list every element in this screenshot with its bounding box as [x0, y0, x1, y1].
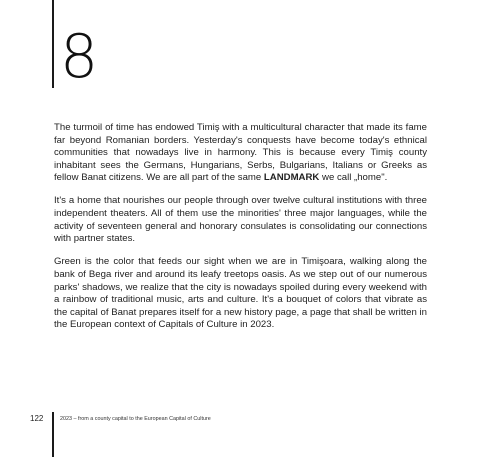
- running-footer-title: 2023 – from a county capital to the European Capital of Culture: [60, 416, 211, 422]
- vertical-rule-bottom: [52, 412, 54, 457]
- section-number: 8: [60, 22, 99, 92]
- paragraph-2: It's a home that nourishes our people through over twelve cultural institutions with three independent theaters. All of them use the minorities' three major languages, while the activity of seventeen general and honorary consulates is consolidating our connections with partner states.: [54, 195, 427, 245]
- vertical-rule-top: [52, 0, 54, 88]
- page-number: 122: [30, 414, 44, 423]
- paragraph-1: [54, 122, 427, 185]
- body-text: [54, 122, 427, 342]
- paragraph-1-text-after: we call „home".: [319, 172, 388, 184]
- landmark-bold-text: LANDMARK: [263, 172, 320, 184]
- paragraph-1-text-before: The turmoil of time has endowed Timiş with a multicultural character that made its fame far beyond Romanian borders. Yesterday's conquests have become today's ethnical communities that nowadays live in harmony. This is because every Timiş county inhabitant sees the Germans, Hungarians, Serbs, Bulgarians, Italians or Greeks as fellow Banat citizens. We are all part of the same: [54, 122, 427, 184]
- paragraph-3: Green is the color that feeds our sight when we are in Timişoara, walking along the bank of Bega river and around its leafy treetops oasis. As we step out of our numerous parks' shadows, we realize that the city is nowadays spoiled during every weekend with a rainbow of traditional music, arts and culture. It's a bouquet of colors that vibrate as the capital of Banat prepares itself for a new history page, a page that shall be written in the European context of Capitals of Culture in 2023.: [54, 256, 427, 331]
